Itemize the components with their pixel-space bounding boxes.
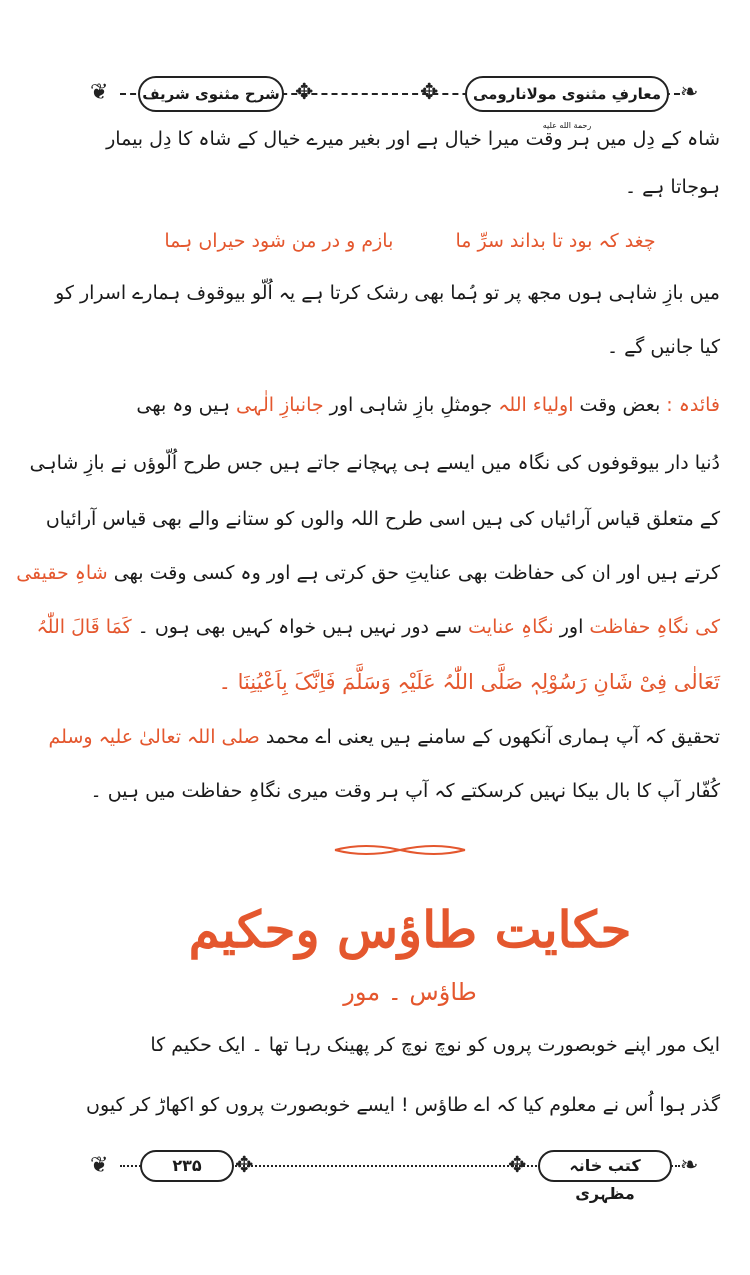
story-subtitle: طاؤس ۔ مور (343, 978, 477, 1006)
footer-center-ornament-icon-2: ✥ (508, 1153, 527, 1178)
publisher-name: کتب خانہ مظہری (538, 1150, 672, 1182)
faida-text-7a: تحقیق کہ آپ ہماری آنکھوں کے سامنے ہیں یعنی اے محمد (265, 726, 720, 748)
center-ornament-icon-2: ✥ (420, 80, 439, 105)
story-line-1: ایک مور اپنے خوبصورت پروں کو نوچ نوچ کر پھینک رہا تھا ۔ ایک حکیم کا (150, 1034, 720, 1056)
faida-text-1b: جومثلِ بازِ شاہی اور (329, 394, 493, 416)
section-title: شرح مثنوی شریف (138, 76, 284, 112)
center-ornament-icon: ✥ (295, 80, 314, 105)
faida-line-2: دُنیا دار بیوقوفوں کی نگاہ میں ایسے ہی پہچانے جاتے ہیں جس طرح اُلّوؤں نے بازِ شاہی (29, 452, 720, 474)
faida-red-hifazat: کی نگاہِ حفاظت (589, 616, 720, 638)
footer-left-arrow-icon: ❦ (90, 1153, 109, 1178)
faida-red-janbaz: جانبازِ الٰہی (236, 394, 324, 416)
page-number: ۲۳۵ (140, 1150, 234, 1182)
page-footer (90, 1148, 710, 1203)
faida-red-awliya: اولیاء اللہ (498, 394, 574, 416)
faida-red-shah: شاہِ حقیقی (16, 562, 108, 584)
faida-line-1 (100, 394, 720, 416)
faida-line-4 (16, 562, 720, 584)
right-arrow-ornament-icon: ❧ (680, 80, 699, 105)
quran-verse: تَعَالٰی فِیْ شَانِ رَسُوْلِہٖ صَلَّی اللّٰہُ عَلَیْہِ وَسَلَّمَ فَاِنَّکَ بِاَعْیُنِنَا ۔ (218, 670, 720, 694)
faida-line-7 (48, 726, 720, 748)
faida-text-5a: اور (559, 616, 584, 638)
section-divider-ornament (330, 840, 470, 860)
page-header (90, 72, 710, 130)
faida-red-inayat: نگاہِ عنایت (468, 616, 554, 638)
honorific: رحمة الله عليه (542, 121, 592, 130)
story-line-2: گذر ہوا اُس نے معلوم کیا کہ اے طاؤس ! ایسے خوبصورت پروں کو اکھاڑ کر کیوں (86, 1094, 720, 1116)
text-line-1: شاہ کے دِل میں ہر وقت میرا خیال ہے اور بغیر میرے خیال کے شاہ کا دِل بیمار (106, 128, 720, 150)
left-arrow-ornament-icon: ❦ (90, 80, 109, 105)
footer-center-ornament-icon: ✥ (235, 1153, 254, 1178)
translation-line-2: کیا جانیں گے ۔ (606, 336, 720, 358)
faida-red-salawat: صلی اللہ تعالیٰ علیہ وسلم (48, 726, 260, 748)
book-title: معارفِ مثنوی مولانارومی (472, 85, 662, 103)
faida-text-1a: بعض وقت (579, 394, 661, 416)
faida-text-1c: ہیں وہ بھی (136, 394, 230, 416)
book-title-box (465, 76, 669, 130)
faida-line-8: کُفّار آپ کا بال بیکا نہیں کرسکتے کہ آپ ہر وقت میری نگاہِ حفاظت میں ہیں ۔ (90, 780, 720, 802)
translation-line-1: میں بازِ شاہی ہوں مجھ پر تو ہُما بھی رشک کرتا ہے یہ اُلّو بیوقوف ہمارے اسرار کو (55, 282, 720, 304)
verse-left-half: بازم و در من شود حیراں ہما (164, 230, 394, 252)
verse-right-half: چغد کہ بود تا بداند سرِّ ما (455, 230, 656, 252)
faida-red-kama-qala: کَمَا قَالَ اللّٰہُ (36, 616, 132, 638)
faida-line-5 (36, 616, 720, 638)
faida-label: فائدہ : (666, 394, 720, 416)
footer-right-arrow-icon: ❧ (680, 1153, 699, 1178)
faida-line-3: کے متعلق قیاس آرائیاں کی ہیں اسی طرح اللہ والوں کو ستانے والے بھی قیاس آرائیاں (45, 508, 720, 530)
faida-text-4a: کرتے ہیں اور ان کی حفاظت بھی عنایتِ حق کرتی ہے اور وہ کسی وقت بھی (113, 562, 720, 584)
persian-verse (100, 230, 720, 252)
text-line-2: ہوجاتا ہے ۔ (624, 176, 720, 198)
faida-text-5b: سے دور نہیں ہیں خواہ کہیں بھی ہوں ۔ (137, 616, 463, 638)
story-title: حکایت طاؤس وحکیم (188, 900, 632, 959)
